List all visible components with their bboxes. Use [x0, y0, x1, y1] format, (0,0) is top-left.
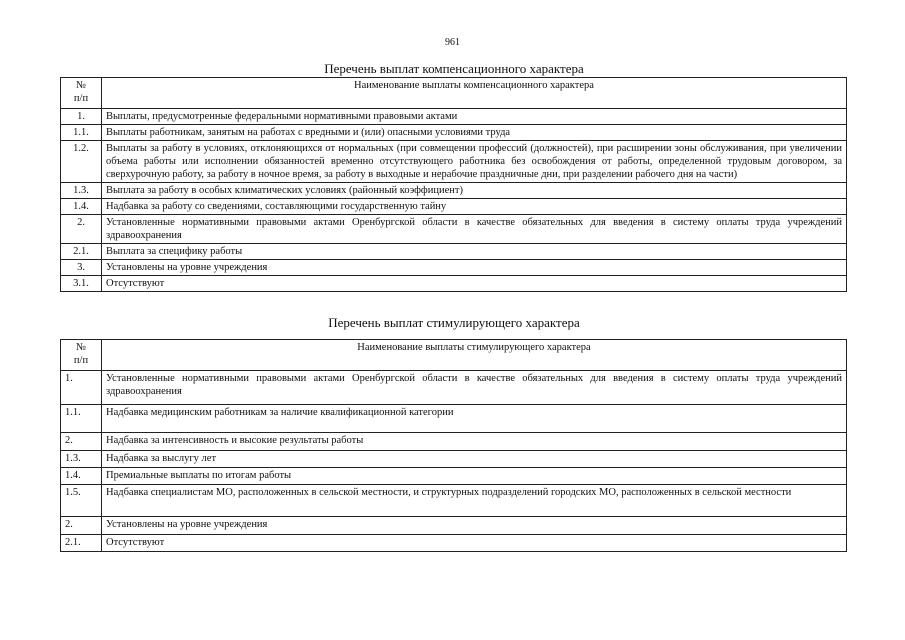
row-num: 3.1. — [61, 276, 102, 292]
header-name: Наименование выплаты стимулирующего характера — [102, 340, 847, 371]
page-number: 961 — [445, 37, 460, 48]
header-num: № п/п — [61, 78, 102, 109]
row-num: 1.2. — [61, 141, 102, 183]
table-row — [61, 244, 847, 260]
table-row — [61, 215, 847, 244]
table-row — [61, 451, 847, 468]
row-name: Установленные нормативными правовыми актами Оренбургской области в качестве обязательных для введения в систему оплаты труда учреждений здравоохранения — [102, 215, 847, 244]
row-name: Выплаты работникам, занятым на работах с вредными и (или) опасными условиями труда — [102, 125, 847, 141]
table-row — [61, 183, 847, 199]
table-row — [61, 260, 847, 276]
row-num: 1.1. — [61, 125, 102, 141]
row-name: Выплата за работу в особых климатических условиях (районный коэффициент) — [102, 183, 847, 199]
table-row — [61, 405, 847, 433]
row-num: 2. — [61, 517, 102, 535]
row-num: 1.3. — [61, 183, 102, 199]
table-row — [61, 141, 847, 183]
row-num: 1. — [61, 109, 102, 125]
row-name: Установлены на уровне учреждения — [102, 260, 847, 276]
row-num: 1.4. — [61, 199, 102, 215]
row-name: Выплаты за работу в условиях, отклоняющихся от нормальных (при совмещении профессий (должностей), при расширении зоны обслуживания, при увеличении объема работы или исполнении обязанностей временно отсутствующего работника без освобождения от работы, определенной трудовым договором, за сверхурочную работу, за работу в ночное время, за работу в выходные и нерабочие праздничные дни, при разделении рабочего дня на части) — [102, 141, 847, 183]
table-row — [61, 125, 847, 141]
row-name: Надбавка медицинским работникам за наличие квалификационной категории — [102, 405, 847, 433]
row-num: 1.1. — [61, 405, 102, 433]
table-header-row — [61, 78, 847, 109]
row-name: Надбавка за интенсивность и высокие результаты работы — [102, 433, 847, 451]
table-header-row — [61, 340, 847, 371]
table-row — [61, 517, 847, 535]
table-row — [61, 485, 847, 517]
row-num: 3. — [61, 260, 102, 276]
row-name: Выплаты, предусмотренные федеральными нормативными правовыми актами — [102, 109, 847, 125]
row-name: Надбавка за выслугу лет — [102, 451, 847, 468]
table-row — [61, 371, 847, 405]
row-name: Надбавка за работу со сведениями, составляющими государственную тайну — [102, 199, 847, 215]
row-num: 2.1. — [61, 535, 102, 552]
row-name: Премиальные выплаты по итогам работы — [102, 468, 847, 485]
row-num: 2.1. — [61, 244, 102, 260]
table-row — [61, 199, 847, 215]
row-name: Установленные нормативными правовыми актами Оренбургской области в качестве обязательных для введения в систему оплаты труда учреждений здравоохранения — [102, 371, 847, 405]
table-row — [61, 109, 847, 125]
table-row — [61, 433, 847, 451]
header-name: Наименование выплаты компенсационного характера — [102, 78, 847, 109]
row-name: Отсутствуют — [102, 276, 847, 292]
row-name: Надбавка специалистам МО, расположенных в сельской местности, и структурных подразделений городских МО, расположенных в сельской местности — [102, 485, 847, 517]
incentive-table-title: Перечень выплат стимулирующего характера — [328, 315, 580, 330]
row-name: Выплата за специфику работы — [102, 244, 847, 260]
compensation-payments-table — [60, 77, 847, 292]
compensation-table-title: Перечень выплат компенсационного характера — [324, 61, 584, 76]
row-num: 1.3. — [61, 451, 102, 468]
row-num: 1.5. — [61, 485, 102, 517]
incentive-payments-table — [60, 339, 847, 552]
table-row — [61, 276, 847, 292]
row-num: 2. — [61, 215, 102, 244]
row-name: Отсутствуют — [102, 535, 847, 552]
row-num: 2. — [61, 433, 102, 451]
header-num: № п/п — [61, 340, 102, 371]
table-row — [61, 468, 847, 485]
row-num: 1.4. — [61, 468, 102, 485]
table-row — [61, 535, 847, 552]
row-name: Установлены на уровне учреждения — [102, 517, 847, 535]
row-num: 1. — [61, 371, 102, 405]
